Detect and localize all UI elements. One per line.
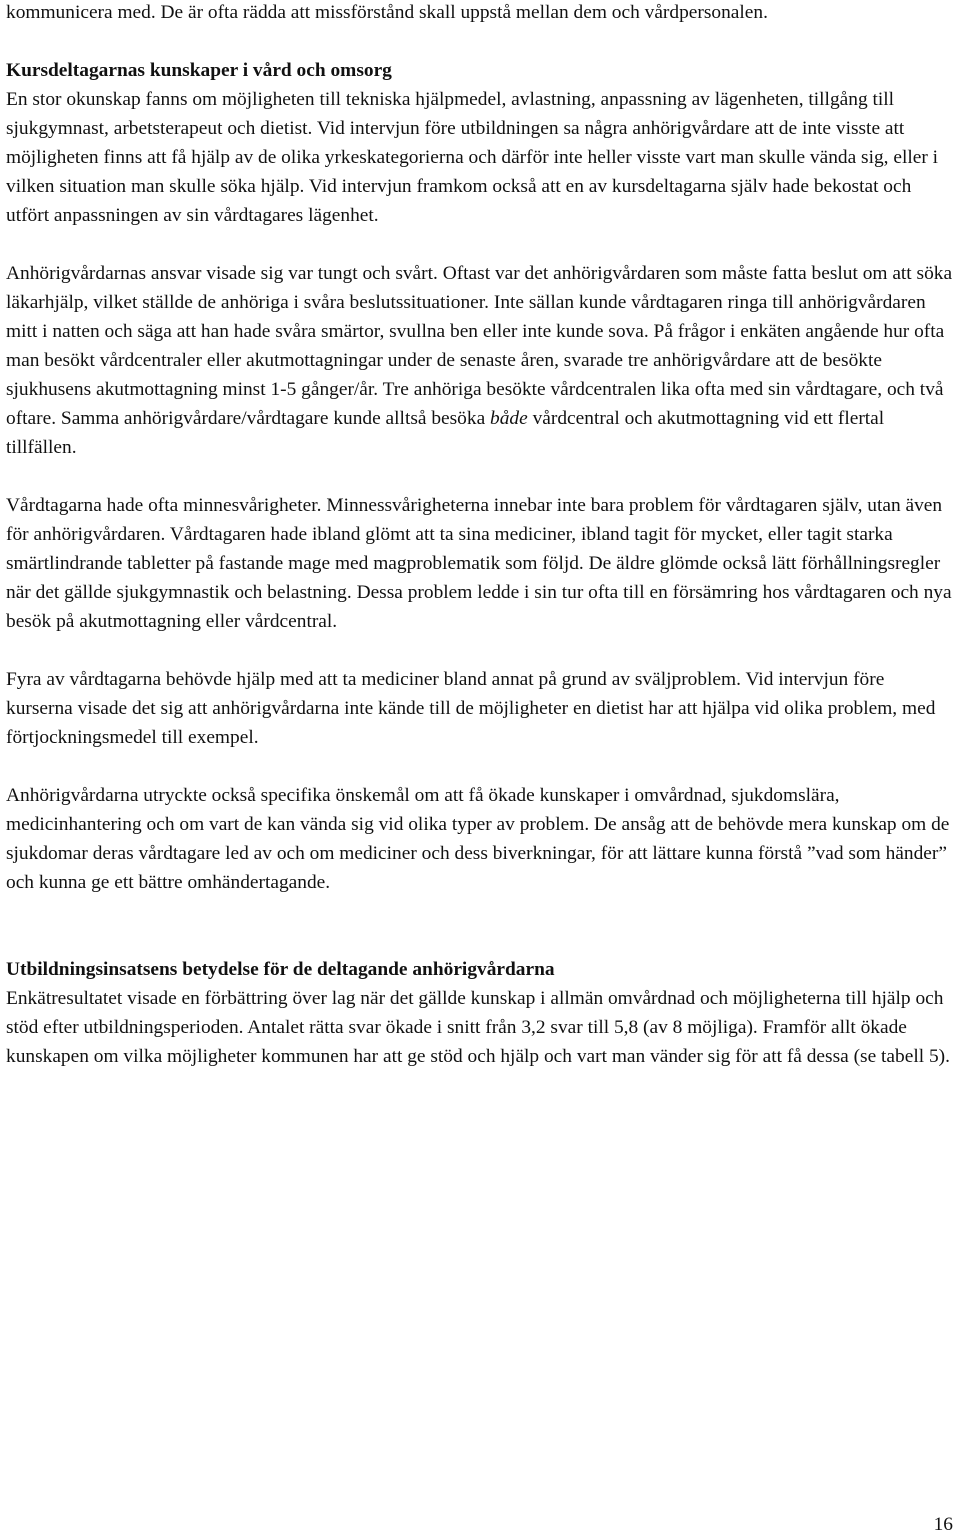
paragraph-medication: Fyra av vårdtagarna behövde hjälp med att ta mediciner bland annat på grund av sväljproblem. Vid intervjun före kurserna visade det sig att anhörigvårdarna inte kände till de möjligheter en dietist har att hjälpa vid olika problem, med förtjockningsmedel till exempel. <box>6 669 936 748</box>
emphasis-text: både <box>490 408 528 429</box>
paragraph-text: vårdcentral och akutmottagning vid ett flertal tillfällen. <box>6 408 885 458</box>
paragraph-responsibility <box>6 259 954 462</box>
paragraph-wishes: Anhörigvårdarna utryckte också specifika önskemål om att få ökade kunskaper i omvårdnad, sjukdomslära, medicinhantering och om vart de kan vända sig vid olika typer av problem. De ansåg att de behövde mera kunskap om de sjukdomar deras vårdtagare led av och om mediciner och dess biverkningar, för att lättare kunna förstå ”vad som händer” och kunna ge ett bättre omhändertagande. <box>6 785 950 893</box>
intro-fragment-paragraph: kommunicera med. De är ofta rädda att missförstånd skall uppstå mellan dem och vårdpersonalen. <box>6 2 768 23</box>
paragraph-memory: Vårdtagarna hade ofta minnesvårigheter. Minnessvårigheterna innebar inte bara problem för vårdtagaren själv, utan även för anhörigvårdaren. Vårdtagaren hade ibland glömt att ta sina mediciner, ibland tagit för mycket, eller tagit starka smärtlindrande tabletter på fastande mage med magproblematik som följd. De äldre glömde också lätt förhållningsregler när det gällde sjukgymnastik och belastning. Dessa problem ledde i sin tur ofta till en försämring hos vårdtagaren och nya besök på akutmottagning eller vårdcentral. <box>6 495 952 632</box>
paragraph-education-results: Enkätresultatet visade en förbättring över lag när det gällde kunskap i allmän omvårdnad och möjligheterna till hjälp och stöd efter utbildningsperioden. Antalet rätta svar ökade i snitt från 3,2 svar till 5,8 (av 8 möjliga). Framför allt ökade kunskapen om vilka möjligheter kommunen har att ge stöd och hjälp och vart man vänder sig för att få dessa (se tabell 5). <box>6 988 950 1067</box>
paragraph-text: Anhörigvårdarnas ansvar visade sig var tungt och svårt. Oftast var det anhörigvårdaren som måste fatta beslut om att söka läkarhjälp, vilket ställde de anhöriga i svåra beslutssituationer. Inte sällan kunde vårdtagaren ringa till anhörigvårdaren mitt i natten och säga att han hade svåra smärtor, svullna ben eller inte kunde sova. På frågor i enkäten angående hur ofta man besökt vårdcentraler eller akutmottagningar under de senaste åren, svarade tre anhörigvårdare att de besökte sjukhusens akutmottagning minst 1-5 gånger/år. Tre anhöriga besökte vårdcentralen lika ofta med sin vårdtagare, och två oftare. Samma anhörigvårdare/vårdtagare kunde alltså besöka <box>6 263 953 429</box>
section-heading-knowledge: Kursdeltagarnas kunskaper i vård och omsorg <box>6 60 392 81</box>
page-number: 16 <box>933 1514 953 1535</box>
document-page <box>6 0 954 1071</box>
paragraph-knowledge-1: En stor okunskap fanns om möjligheten till tekniska hjälpmedel, avlastning, anpassning av lägenheten, tillgång till sjukgymnast, arbetsterapeut och dietist. Vid intervjun före utbildningen sa några anhörigvårdare att de inte visste att möjligheten finns att få hjälp av de olika yrkeskategorierna och därför inte heller visste vart man skulle vända sig, eller i vilken situation man skulle söka hjälp. Vid intervjun framkom också att en av kursdeltagarna själv hade bekostat och utfört anpassningen av sin vårdtagares lägenhet. <box>6 89 939 226</box>
section-heading-education-impact: Utbildningsinsatsens betydelse för de deltagande anhörigvårdarna <box>6 959 555 980</box>
